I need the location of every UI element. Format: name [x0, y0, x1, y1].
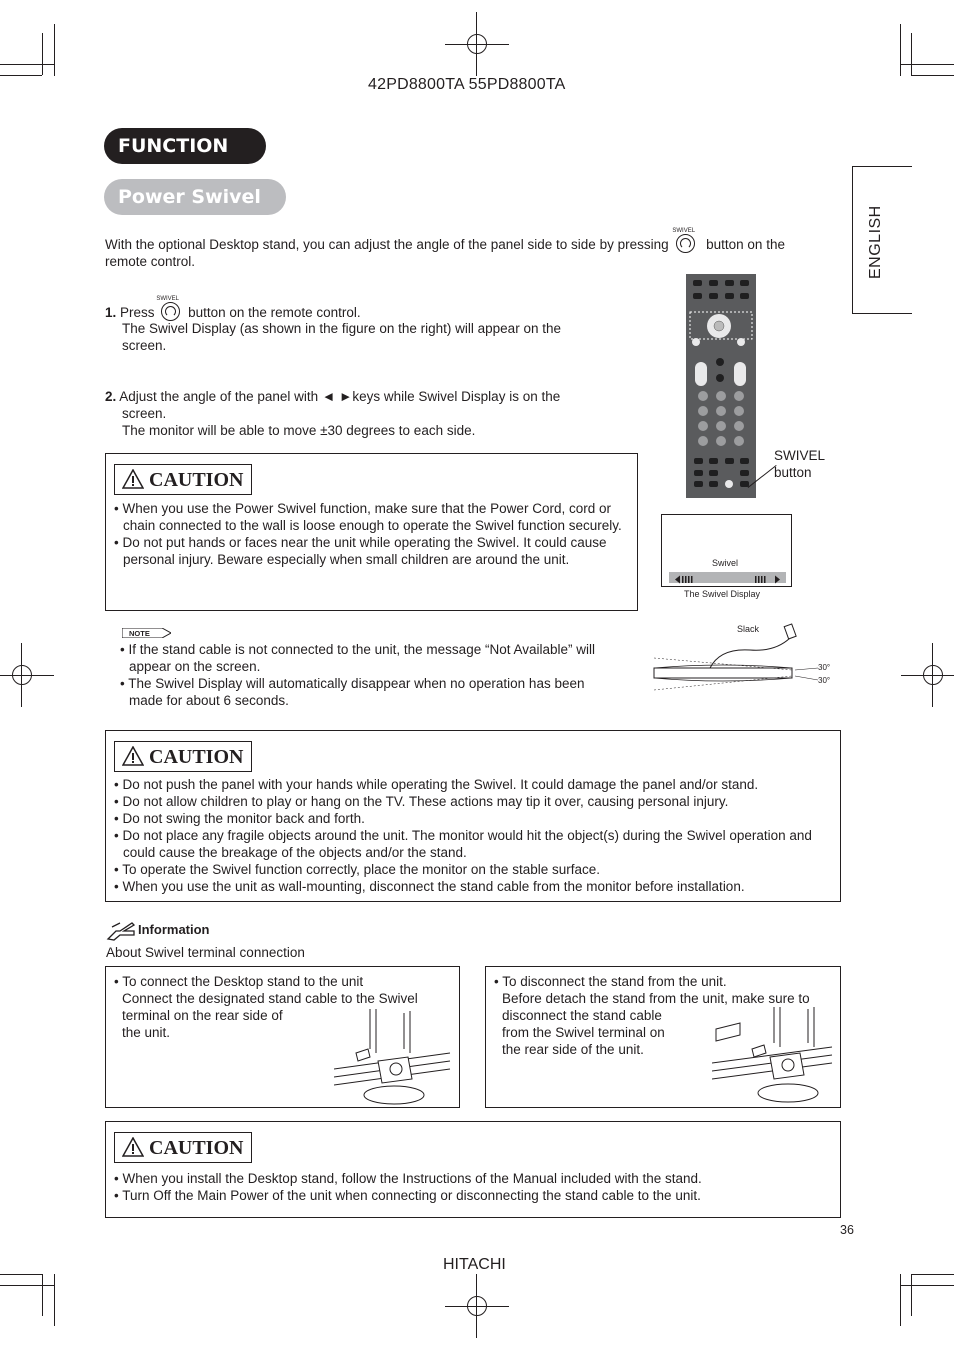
caution-item: • Turn Off the Main Power of the unit when connecting or disconnecting the stand cable to the unit.	[114, 1187, 830, 1204]
caution-item: • Do not put hands or faces near the unit while operating the Swivel. It could cause personal injury. Beware especially when small children are around the unit.	[114, 534, 626, 568]
disconnect-line: disconnect the stand cable	[502, 1008, 662, 1023]
caution-box	[105, 453, 638, 611]
step-text: The monitor will be able to move ±30 degrees to each side.	[122, 423, 476, 438]
disconnect-box	[485, 966, 841, 1108]
connect-line: Connect the designated stand cable to the Swivel	[122, 991, 418, 1006]
registration-mark	[457, 24, 497, 64]
swivel-indicator-bar	[669, 572, 786, 583]
caution-item: • Do not swing the monitor back and forth.	[114, 810, 830, 827]
remote-control-illustration	[686, 274, 756, 498]
registration-mark	[913, 655, 953, 695]
disconnect-line: the rear side of the unit.	[502, 1042, 644, 1057]
function-heading: FUNCTION	[104, 128, 266, 164]
disconnect-line: Before detach the stand from the unit, make sure to	[502, 991, 810, 1006]
registration-mark	[2, 655, 42, 695]
swivel-label: SWIVEL	[156, 296, 179, 302]
note-item: • The Swivel Display will automatically disappear when no operation has been made for about 6 seconds.	[120, 675, 620, 709]
intro-text	[105, 228, 825, 270]
intro-line2: remote control.	[105, 254, 196, 269]
step-1-detail	[122, 320, 622, 354]
caution-list	[114, 500, 626, 568]
swivel-button-icon	[672, 228, 699, 249]
connect-box	[105, 966, 460, 1108]
caution-item: • When you use the unit as wall-mounting, disconnect the stand cable from the monitor before installation.	[114, 878, 830, 895]
warning-icon	[122, 1137, 144, 1157]
caution-item: • Do not allow children to play or hang on the TV. These actions may tip it over, causing personal injury.	[114, 793, 830, 810]
caution-item: • When you install the Desktop stand, follow the Instructions of the Manual included with the stand.	[114, 1170, 830, 1187]
caution-list	[114, 1170, 830, 1204]
intro-line1-end: button on the	[706, 237, 785, 252]
caution-heading	[114, 1132, 252, 1163]
note-item: • If the stand cable is not connected to the unit, the message “Not Available” will appear on the screen.	[120, 641, 620, 675]
step-2	[105, 388, 625, 405]
swivel-display-text: Swivel	[712, 558, 739, 568]
angle-label: 30°	[818, 663, 831, 672]
model-number: 42PD8800TA 55PD8800TA	[368, 76, 566, 93]
step-1	[105, 296, 625, 321]
swivel-button-callout	[774, 447, 825, 481]
caution-box	[105, 730, 841, 902]
note-list	[120, 641, 620, 709]
callout-label: button	[774, 465, 812, 480]
step-2-detail	[122, 405, 622, 439]
connect-lead: To connect the Desktop stand to the unit	[122, 974, 364, 989]
swivel-display-screen	[661, 514, 792, 587]
step-text: Adjust the angle of the panel with ◄ ►keys while Swivel Display is on the	[119, 389, 561, 404]
registration-mark	[457, 1286, 497, 1326]
caution-item: • Do not push the panel with your hands while operating the Swivel. It could damage the panel and/or stand.	[114, 776, 830, 793]
disconnect-terminal-illustration	[712, 1007, 834, 1105]
note-label-icon	[122, 628, 171, 638]
caution-title: CAUTION	[149, 1137, 244, 1159]
swivel-button-icon	[156, 296, 182, 317]
step-number: 1.	[105, 305, 117, 320]
angle-label: 30°	[818, 676, 831, 685]
section-title: Power Swivel	[104, 179, 286, 215]
caution-item: • When you use the Power Swivel function, make sure that the Power Cord, cord or chain connected to the wall is loose enough to operate the Swivel function securely.	[114, 500, 626, 534]
caution-box	[105, 1121, 841, 1218]
connect-terminal-illustration	[334, 1009, 454, 1105]
step-text: Press	[120, 305, 155, 320]
note-label: NOTE	[129, 629, 150, 638]
information-hand-icon	[106, 919, 136, 941]
connect-line: terminal on the rear side of	[122, 1008, 283, 1023]
step-text: button on the remote control.	[188, 305, 361, 320]
language-tab	[852, 166, 912, 314]
caution-title: CAUTION	[149, 746, 244, 768]
caution-item: • To operate the Swivel function correctly, place the monitor on the stable surface.	[114, 861, 830, 878]
swivel-label: SWIVEL	[672, 228, 696, 234]
step-text: screen.	[122, 338, 167, 353]
swivel-display-caption: The Swivel Display	[684, 589, 761, 599]
information-title: Information	[138, 922, 210, 937]
slack-label: Slack	[737, 624, 760, 634]
brand-name: HITACHI	[443, 1256, 506, 1273]
page-number: 36	[840, 1223, 854, 1237]
language-label: ENGLISH	[867, 205, 884, 279]
caution-heading	[114, 741, 252, 772]
callout-label: SWIVEL	[774, 448, 826, 463]
warning-icon	[122, 469, 144, 489]
warning-icon	[122, 746, 144, 766]
connect-text: • To connect the Desktop stand to the unit Connect the designated stand cable to the Swivel terminal on the rear side of the unit.	[114, 974, 418, 1040]
caution-heading	[114, 464, 252, 495]
disconnect-lead: To disconnect the stand from the unit.	[502, 974, 727, 989]
caution-list	[114, 776, 830, 895]
disconnect-line: from the Swivel terminal on	[502, 1025, 665, 1040]
step-text: The Swivel Display (as shown in the figure on the right) will appear on the	[122, 321, 561, 336]
connect-line: the unit.	[122, 1025, 171, 1040]
caution-item: • Do not place any fragile objects around the unit. The monitor would hit the object(s) during the Swivel operation and could cause the breakage of the objects and/or the stand.	[114, 827, 830, 861]
stand-swivel-diagram	[650, 620, 840, 700]
information-subtitle: About Swivel terminal connection	[106, 945, 305, 960]
intro-line1: With the optional Desktop stand, you can adjust the angle of the panel side to side by pressing	[105, 237, 669, 252]
caution-title: CAUTION	[149, 469, 244, 491]
disconnect-text: • To disconnect the stand from the unit. Before detach the stand from the unit, make sure to disconnect the stand cable from the Swivel terminal on the rear side of the unit.	[494, 974, 810, 1057]
step-text: screen.	[122, 406, 167, 421]
step-number: 2.	[105, 389, 117, 404]
